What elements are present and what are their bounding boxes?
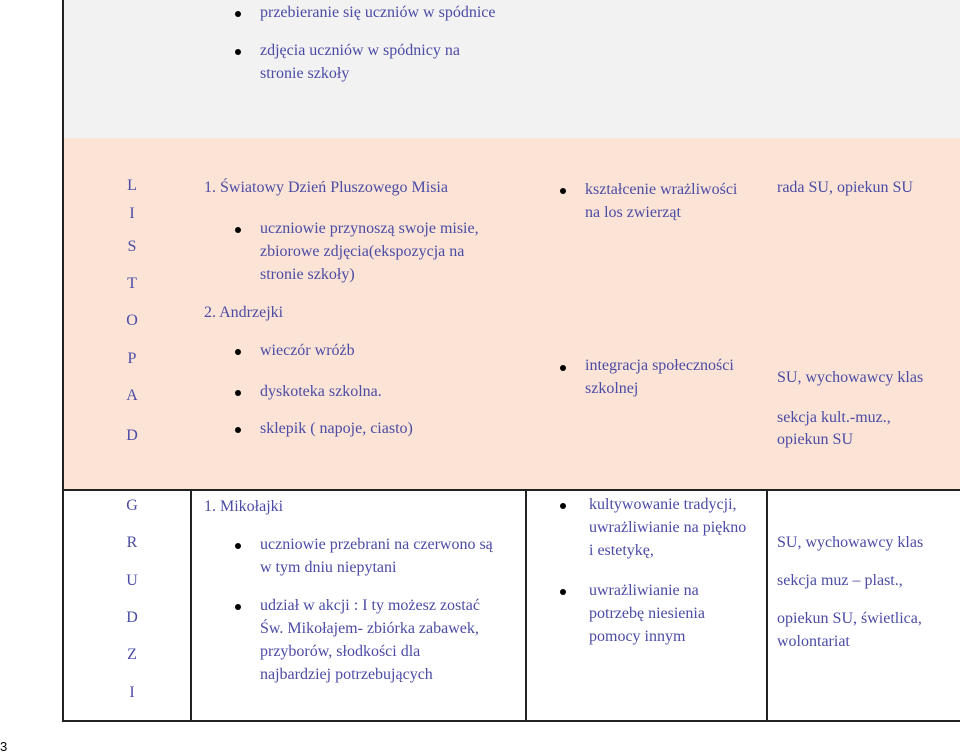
bullet-icon bbox=[560, 589, 566, 595]
bullet-icon bbox=[235, 427, 241, 433]
bullet-icon bbox=[235, 390, 241, 396]
grudzien-goal-1-line-3: i estetykę, bbox=[589, 542, 654, 559]
mikolajki-bullet-2-line-4: najbardziej potrzebujących bbox=[260, 666, 433, 683]
grudzien-month-cell bbox=[62, 489, 192, 722]
top-bullet-1: przebieranie się uczniów w spódnice bbox=[260, 4, 496, 21]
andrzejki-bullet-3: sklepik ( napoje, ciasto) bbox=[260, 420, 413, 437]
listopad-events-cell bbox=[190, 138, 527, 491]
top-row-month-cell bbox=[62, 0, 192, 140]
month-letter: G bbox=[126, 497, 138, 514]
listopad-responsible-cell bbox=[766, 138, 960, 491]
month-letter: O bbox=[126, 312, 138, 329]
grudzien-responsible-cell bbox=[766, 489, 960, 722]
event-title-teddy-bear-day: 1. Światowy Dzień Pluszowego Misia bbox=[204, 179, 448, 196]
goal-1-line-2: na los zwierząt bbox=[585, 204, 681, 221]
andrzejki-bullet-1: wieczór wróżb bbox=[260, 342, 355, 359]
grudzien-responsible-2: sekcja muz – plast., bbox=[777, 572, 903, 589]
bullet-icon bbox=[560, 503, 566, 509]
grudzien-goal-1-line-2: uwrażliwianie na piękno bbox=[589, 519, 747, 536]
mikolajki-bullet-2-line-3: przyborów, słodkości dla bbox=[260, 643, 421, 660]
event-title-mikolajki: 1. Mikołajki bbox=[204, 498, 284, 515]
listopad-goals-cell bbox=[525, 138, 768, 491]
month-letter: L bbox=[127, 177, 137, 194]
bullet-icon bbox=[560, 188, 566, 194]
month-letter: D bbox=[126, 609, 138, 626]
responsible-2: SU, wychowawcy klas bbox=[777, 369, 924, 386]
top-row-events-cell bbox=[190, 0, 527, 140]
teddy-bullet-line-2: zbiorowe zdjęcia(ekspozycja na bbox=[260, 243, 465, 260]
bullet-icon bbox=[235, 349, 241, 355]
teddy-bullet-line-1: uczniowie przynoszą swoje misie, bbox=[260, 220, 479, 237]
top-bullet-2-line-1: zdjęcia uczniów w spódnicy na bbox=[260, 42, 460, 59]
top-row-responsible-cell bbox=[766, 0, 960, 140]
grudzien-goals-cell bbox=[525, 489, 768, 722]
grudzien-goal-2-line-2: potrzebę niesienia bbox=[589, 605, 705, 622]
responsible-1: rada SU, opiekun SU bbox=[777, 179, 913, 196]
mikolajki-bullet-1-line-2: w tym dniu niepytani bbox=[260, 559, 397, 576]
responsible-3-line-2: opiekun SU bbox=[777, 431, 853, 448]
month-letter: D bbox=[126, 427, 138, 444]
month-letter: Z bbox=[127, 646, 137, 663]
listopad-month-cell bbox=[62, 138, 192, 491]
event-title-andrzejki: 2. Andrzejki bbox=[204, 304, 284, 321]
bullet-icon bbox=[560, 365, 566, 371]
goal-2-line-1: integracja społeczności bbox=[585, 357, 734, 374]
month-letter: I bbox=[129, 205, 135, 222]
bullet-icon bbox=[235, 543, 241, 549]
goal-2-line-2: szkolnej bbox=[585, 380, 639, 397]
mikolajki-bullet-1-line-1: uczniowie przebrani na czerwono są bbox=[260, 536, 493, 553]
grudzien-responsible-3-line-2: wolontariat bbox=[777, 633, 850, 650]
month-letter: T bbox=[127, 275, 137, 292]
month-letter: P bbox=[127, 350, 137, 367]
grudzien-goal-1-line-1: kultywowanie tradycji, bbox=[589, 496, 737, 513]
month-letter: S bbox=[127, 238, 137, 255]
grudzien-goal-2-line-3: pomocy innym bbox=[589, 628, 686, 645]
bullet-icon bbox=[235, 604, 241, 610]
top-bullet-2-line-2: stronie szkoły bbox=[260, 65, 350, 82]
goal-1-line-1: kształcenie wrażliwości bbox=[585, 181, 738, 198]
month-letter: R bbox=[126, 534, 138, 551]
mikolajki-bullet-2-line-1: udział w akcji : I ty możesz zostać bbox=[260, 597, 480, 614]
top-row-goals-cell bbox=[525, 0, 768, 140]
month-letter: U bbox=[126, 572, 138, 589]
page-number: 3 bbox=[0, 739, 8, 754]
grudzien-goal-2-line-1: uwrażliwianie na bbox=[589, 582, 699, 599]
teddy-bullet-line-3: stronie szkoły) bbox=[260, 266, 355, 283]
grudzien-responsible-3-line-1: opiekun SU, świetlica, bbox=[777, 610, 922, 627]
bullet-icon bbox=[235, 227, 241, 233]
bullet-icon bbox=[235, 49, 241, 55]
andrzejki-bullet-2: dyskoteka szkolna. bbox=[260, 383, 382, 400]
month-letter: I bbox=[129, 684, 135, 701]
responsible-3-line-1: sekcja kult.-muz., bbox=[777, 409, 891, 426]
grudzien-events-cell bbox=[190, 489, 527, 722]
mikolajki-bullet-2-line-2: Św. Mikołajem- zbiórka zabawek, bbox=[260, 620, 479, 637]
bullet-icon bbox=[235, 11, 241, 17]
grudzien-responsible-1: SU, wychowawcy klas bbox=[777, 534, 924, 551]
month-letter: A bbox=[126, 387, 138, 404]
